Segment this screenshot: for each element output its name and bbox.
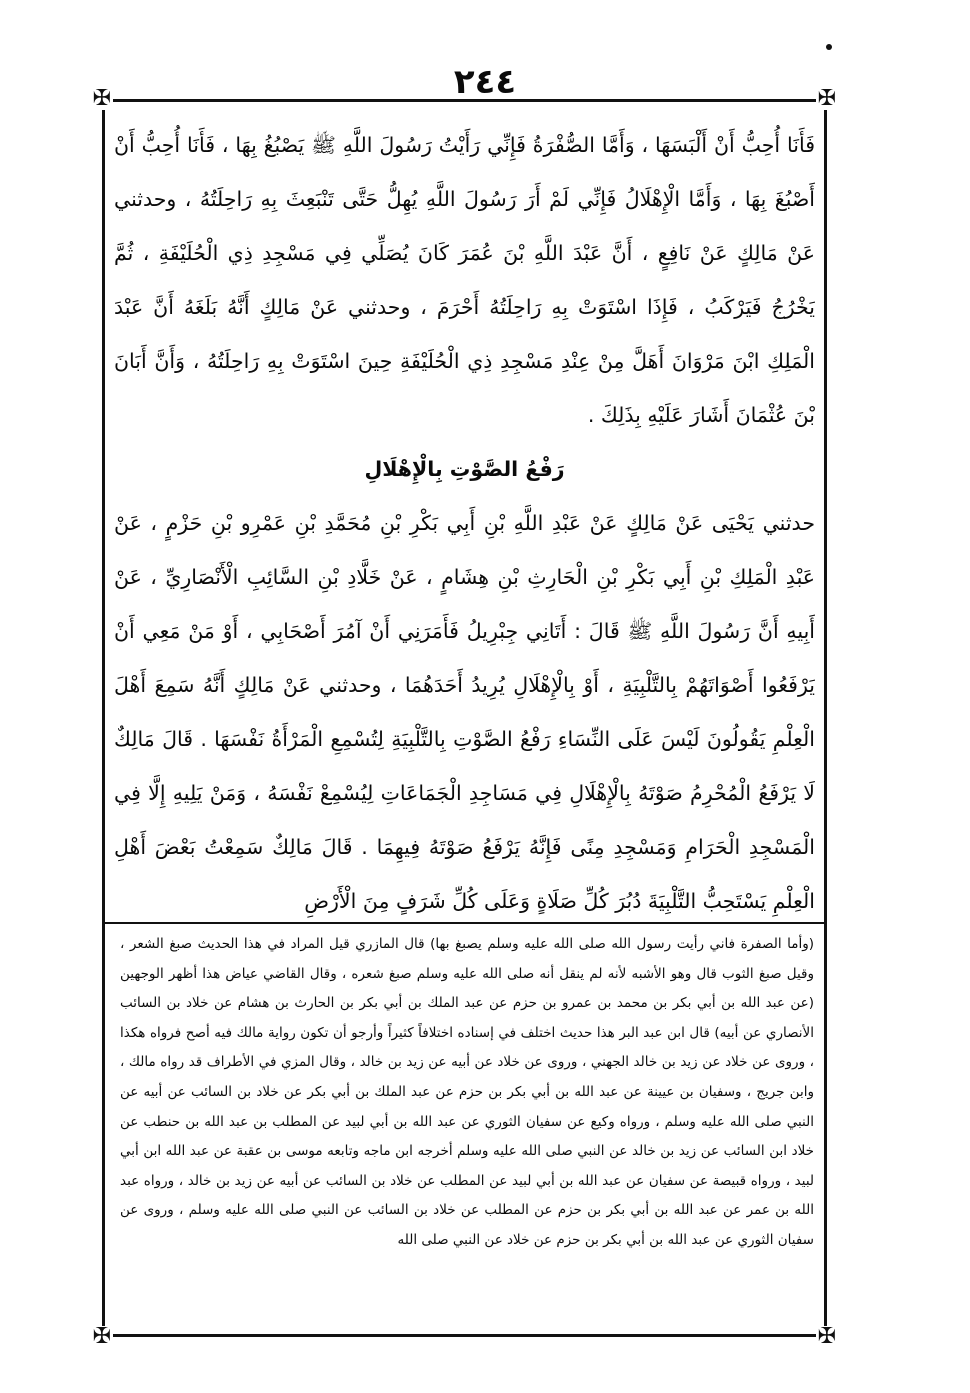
main-text-body	[114, 118, 815, 920]
main-paragraph-2: حدثني يَحْيَى عَنْ مَالِكٍ عَنْ عَبْدِ اللَّهِ بْنِ أَبِي بَكْرِ بْنِ مُحَمَّدِ بْنِ عَمْرِو بْنِ حَزْمٍ ، عَنْ عَبْدِ الْمَلِكِ بْنِ أَبِي بَكْرِ بْنِ الْحَارِثِ بْنِ هِشَامٍ ، عَنْ خَلَّادِ بْنِ السَّائِبِ الْأَنْصَارِيِّ ، عَنْ أَبِيهِ أَنَّ رَسُولَ اللَّهِ ﷺ قَالَ : أَتَانِي جِبْرِيلُ فَأَمَرَنِي أَنْ آمُرَ أَصْحَابِي ، أَوْ مَنْ مَعِي أَنْ يَرْفَعُوا أَصْوَاتَهُمْ بِالتَّلْبِيَةِ ، أَوْ بِالْإِهْلَالِ يُرِيدُ أَحَدَهُمَا ، وحدثني عَنْ مَالِكٍ أَنَّهُ سَمِعَ أَهْلَ الْعِلْمِ يَقُولُونَ لَيْسَ عَلَى النِّسَاءِ رَفْعُ الصَّوْتِ بِالتَّلْبِيَةِ لِتُسْمِعِ الْمَرْأَةُ نَفْسَهَا . قَالَ مَالِكٌ لَا يَرْفَعُ الْمُحْرِمُ صَوْتَهُ بِالْإِهْلَالِ فِي مَسَاجِدِ الْجَمَاعَاتِ لِيُسْمِعْ نَفْسَهُ ، وَمَنْ يَلِيهِ إِلَّا فِي الْمَسْجِدِ الْحَرَامِ وَمَسْجِدِ مِنًى فَإِنَّهُ يَرْفَعُ صَوْتَهُ فِيهِمَا . قَالَ مَالِكٌ سَمِعْتُ بَعْضَ أَهْلِ الْعِلْمِ يَسْتَحِبُّ التَّلْبِيَةَ دُبُرَ كُلِّ صَلَاةٍ وَعَلَى كُلِّ شَرَفٍ مِنَ الْأَرْضِ	[114, 511, 815, 913]
main-paragraph-1: فَأَنَا أُحِبُّ أَنْ أَلْبَسَهَا ، وَأَمَّا الصُّفْرَةُ فَإِنِّي رَأَيْتُ رَسُولَ اللَّهِ ﷺ يَصْبُغُ بِهَا ، فَأَنَا أُحِبُّ أَنْ أَصْبُغَ بِهَا ، وَأَمَّا الْإِهْلَالُ فَإِنِّي لَمْ أَرَ رَسُولَ اللَّهِ يُهِلُّ حَتَّى تَنْبَعِثَ بِهِ رَاحِلَتُهُ ، وحدثني عَنْ مَالِكٍ عَنْ نَافِعٍ ، أَنَّ عَبْدَ اللَّهِ بْنَ عُمَرَ كَانَ يُصَلِّي فِي مَسْجِدِ ذِي الْحُلَيْفَةِ ، ثُمَّ يَخْرُجُ فَيَرْكَبُ ، فَإِذَا اسْتَوَتْ بِهِ رَاحِلَتُهُ أَحْرَمَ ، وحدثني عَنْ مَالِكٍ أَنَّهُ بَلَغَهُ أَنَّ عَبْدَ الْمَلِكِ ابْنَ مَرْوَانَ أَهَلَّ مِنْ عِنْدِ مَسْجِدِ ذِي الْحُلَيْفَةِ حِينَ اسْتَوَتْ بِهِ رَاحِلَتُهُ ، وَأَنَّ أَبَانَ بْنَ عُثْمَانَ أَشَارَ عَلَيْهِ بِذَلِكَ .	[114, 133, 815, 427]
footnote-text: (وأما الصفرة فاني رأيت رسول الله صلى الله عليه وسلم يصبغ بها) قال المازري قيل المراد في هذا الحديث صبغ الشعر ، وقيل صبغ الثوب قال وهو الأشبه لأنه لم ينقل أنه صلى الله عليه وسلم صبغ شعره ، وقال القاضي عياض هذا أظهر الوجهين (عن عبد الله بن أبي بكر بن محمد بن عمرو بن حزم عن عبد الملك بن أبي بكر بن الحارث بن هشام عن خلاد بن السائب الأنصاري عن أبيه) قال ابن عبد البر هذا حديث اختلف في إسناده اختلافاً كثيراً وأرجو أن تكون رواية مالك فيه أصح فرواه هكذا ، وروى عن خلاد عن زيد بن خالد الجهني ، وروى عن خلاد عن أبيه عن زيد بن خالد ، وقال المزي في الأطراف قد رواه مالك ، وابن جريج ، وسفيان بن عيينة عن عبد الله بن أبي بكر بن حزم عن عبد الملك بن أبي بكر عن خلاد بن السائب عن أبيه عن النبي صلى الله عليه وسلم ، ورواه وكيع عن سفيان الثوري عن عبد الله بن أبي لبيد عن المطلب بن عبد الله بن حنطب عن خلاد ابن السائب عن زيد بن خالد عن النبي صلى الله عليه وسلم أخرجه ابن ماجه وتابعه موسى بن عقبة عن عبد الله ابن أبي لبيد ، ورواه قبيصة عن سفيان عن عبد الله بن أبي لبيد عن المطلب عن خلاد بن السائب عن أبيه عن زيد بن خالد ، ورواه عبد الله بن عمر عن عبد الله بن أبي بكر بن حزم عن المطلب عن خلاد بن السائب عن النبي صلى الله عليه وسلم ، وروى عن سفيان الثوري عن عبد الله بن أبي بكر بن حزم عن خلاد عن النبي صلى الله	[120, 936, 814, 1248]
corner-ornament-icon: ✠	[817, 86, 837, 111]
corner-ornament-icon: ✠	[92, 86, 112, 111]
page-dot-mark	[826, 44, 832, 50]
footnote-divider	[104, 922, 825, 924]
page-number: ٢٤٤	[453, 62, 517, 102]
section-heading: رَفْعُ الصَّوْتِ بِالْإِهْلَالِ	[364, 457, 565, 481]
corner-ornament-icon: ✠	[817, 1324, 837, 1349]
corner-ornament-icon: ✠	[92, 1324, 112, 1349]
footnotes	[120, 930, 814, 1324]
